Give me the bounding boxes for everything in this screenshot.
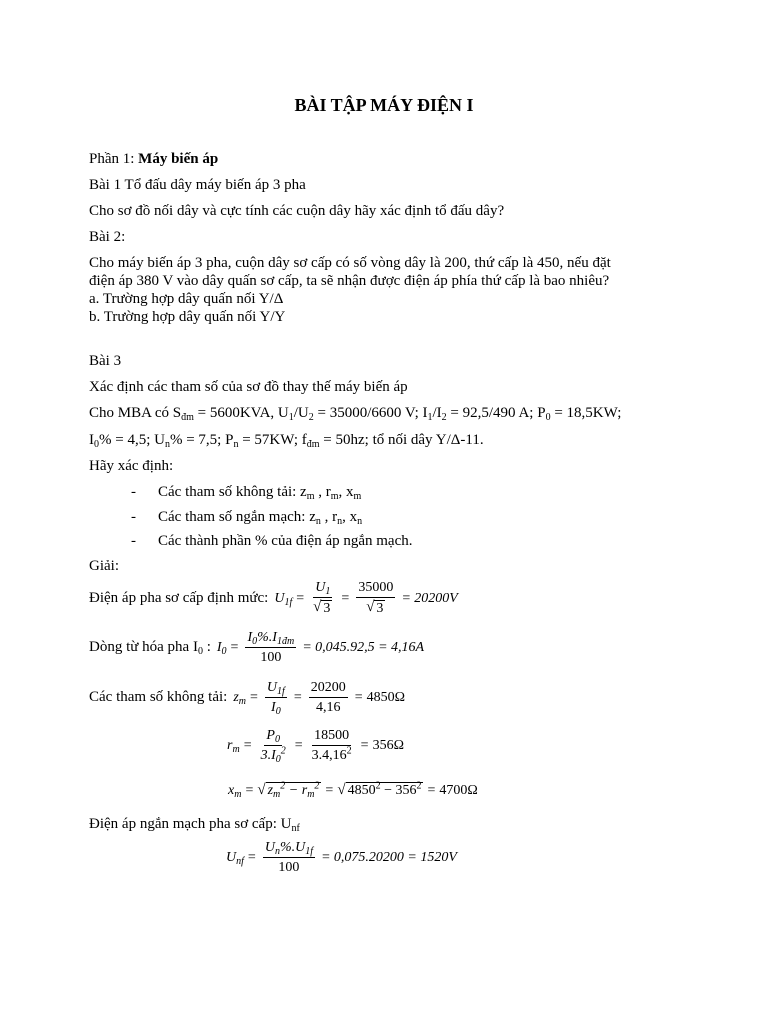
bai1-heading: Bài 1 Tổ đấu dây máy biến áp 3 pha	[89, 177, 306, 193]
bai3-heading: Bài 3	[89, 353, 122, 369]
bai2-option-b: b. Trường hợp dây quấn nối Y/Y	[89, 309, 286, 325]
formula-short-circuit-voltage: $U_{nf}$ = $\frac{U_n\%.U_{1f}}{100}$ = 0,075.20200 = 1520V	[226, 840, 457, 875]
bai2-line1: Cho máy biến áp 3 pha, cuộn dây sơ cấp có số vòng dây là 200, thứ cấp là 450, nếu đặt	[89, 255, 611, 271]
page-title: BÀI TẬP MÁY ĐIỆN I	[294, 95, 474, 115]
bai2-option-a: a. Trường hợp dây quấn nối Y/Δ	[89, 291, 284, 307]
formula-no-load-reactance: $x_m$ = √ $z_m^2 - r_m^2$ = √ $4850^2 - 356^2$ = 4700Ω	[228, 780, 478, 800]
formula-no-load-impedance: Các tham số không tải: $z_m$ = $\frac{U_{1f}}{I_0}$ = $\frac{20200}{4,16}$ = 4850Ω	[89, 680, 406, 717]
list-item: - Các thành phần % của điện áp ngắn mạch.	[131, 533, 413, 549]
bai2-heading: Bài 2:	[89, 229, 126, 245]
list-item: - Các tham số ngắn mạch: $z_n$ , $r_n$, $x_n$	[131, 509, 363, 527]
bai3-given-line1: Cho MBA có $S_{đm} = 5600KVA$, $U_1/U_2 = 35000/6600$ V; $I_1/I_2 = 92,5/490$ A; $P_0 = 18,5KW$;	[89, 405, 622, 423]
bai3-intro: Xác định các tham số của sơ đồ thay thế máy biến áp	[89, 379, 408, 395]
bai3-given-line2: $I_0\% = 4,5$; $U_n\% = 7,5$; $P_n = 57KW$; $f_{đm} = 50hz$; tổ nối dây Y/Δ-11.	[89, 432, 484, 450]
bai2-line2: điện áp 380 V vào dây quấn sơ cấp, ta sẽ nhận được điện áp phía thứ cấp là bao nhiêu?	[89, 273, 610, 289]
bai3-ask: Hãy xác định:	[89, 458, 174, 474]
solution-label: Giải:	[89, 558, 119, 574]
formula-magnetizing-current: Dòng từ hóa pha $I_0$ : $I_0$ = $\frac{I_0\%.I_{1đm}}{100}$ = 0,045.92,5 = 4,16A	[89, 630, 425, 665]
formula-no-load-resistance: $r_m$ = $\frac{P_0}{3.I_0^2}$ = $\frac{18500}{3.4,16^2}$ = 356Ω	[227, 728, 404, 765]
list-item: - Các tham số không tải: $z_m$ , $r_m$, $x_m$	[131, 484, 362, 502]
short-circuit-voltage-label: Điện áp ngắn mạch pha sơ cấp: $U_{nf}$	[89, 816, 300, 834]
bai1-text: Cho sơ đồ nối dây và cực tính các cuộn dây hãy xác định tổ đấu dây?	[89, 203, 505, 219]
part-heading: Phần 1: Máy biến áp	[89, 151, 219, 167]
formula-rated-phase-voltage: Điện áp pha sơ cấp định mức: $U_{1f}$ = $U_1$ √ 3 = 35000 √ 3 = 20200V	[89, 580, 458, 616]
